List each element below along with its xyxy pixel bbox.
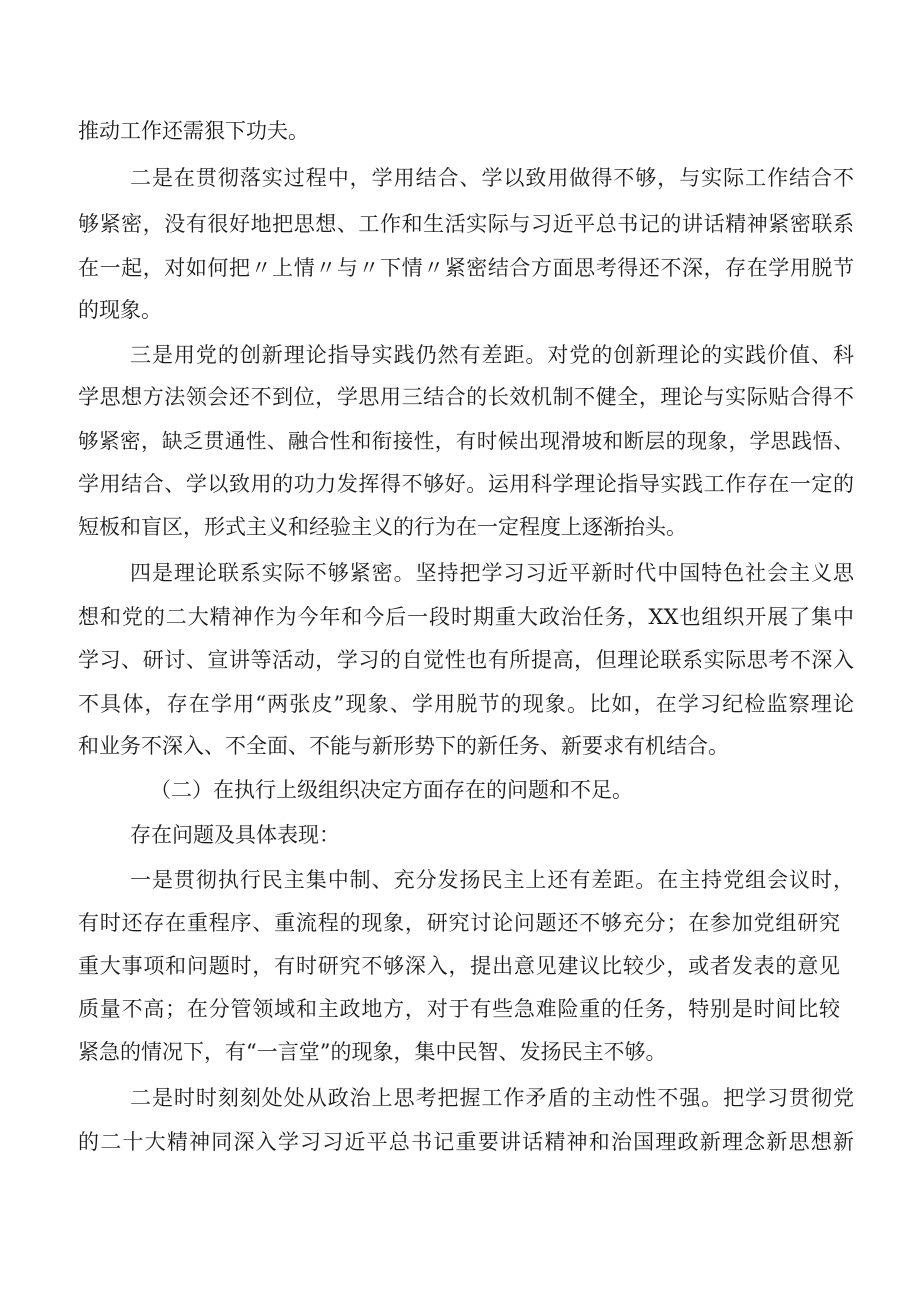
text-line: 和业务不深入、不全面、不能与新形势下的新任务、新要求有机结合。 [78,734,729,758]
text-line: 不具体，存在学用“两张皮”现象、学用脱节的现象。比如，在学习纪检监察理论 [78,692,854,716]
text-line: 的二十大精神同深入学习习近平总书记重要讲话精神和治国理政新理念新思想新 [78,1130,854,1154]
text-line: 的现象。 [78,298,162,322]
text-line: 紧急的情况下，有“一言堂”的现象，集中民智、发扬民主不够。 [78,1040,667,1064]
text-line: 质量不高；在分管领域和主政地方，对于有些急难险重的任务，特别是时间比较 [78,997,840,1021]
text-line: 够紧密，没有很好地把思想、工作和生活实际与习近平总书记的讲话精神紧密联系 [78,212,854,236]
section-heading: （二）在执行上级组织决定方面存在的问题和不足。 [150,778,633,802]
text-line: 二是时时刻刻处处从政治上思考把握工作矛盾的主动性不强。把学习贯彻党 [130,1086,854,1110]
text-line: 重大事项和问题时，有时研究不够深入，提出意见建议比较少，或者发表的意见 [78,954,840,978]
text-line: 学习、研讨、宣讲等活动，学习的自觉性也有所提高，但理论联系实际思考不深入 [78,648,854,672]
text-line: 推动工作还需狠下功夫。 [78,119,309,143]
text-line: 四是理论联系实际不够紧密。坚持把学习习近平新时代中国特色社会主义思 [130,561,854,585]
text-line: 够紧密，缺乏贯通性、融合性和衔接性，有时候出现滑坡和断层的现象，学思践悟、 [78,429,854,453]
text-line: 学用结合、学以致用的功力发挥得不够好。运用科学理论指导实践工作存在一定的 [78,472,854,496]
text-line: 在一起，对如何把〃上情〃与〃下情〃紧密结合方面思考得还不深，存在学用脱节 [78,256,854,280]
text-line: 存在问题及具体表现： [130,823,340,847]
text-line: 想和党的二大精神作为今年和今后一段时期重大政治任务，XX也组织开展了集中 [78,605,854,629]
text-line: 有时还存在重程序、重流程的现象，研究讨论问题还不够充分；在参加党组研究 [78,911,840,935]
text-line: 学思想方法领会还不到位，学思用三结合的长效机制不健全，理论与实际贴合得不 [78,385,854,409]
text-line: 三是用党的创新理论指导实践仍然有差距。对党的创新理论的实践价值、科 [130,343,854,367]
text-line: 一是贯彻执行民主集中制、充分发扬民主上还有差距。在主持党组会议时， [130,868,854,892]
text-line: 短板和盲区，形式主义和经验主义的行为在一定程度上逐渐抬头。 [78,515,687,539]
text-line: 二是在贯彻落实过程中，学用结合、学以致用做得不够，与实际工作结合不 [130,166,854,190]
